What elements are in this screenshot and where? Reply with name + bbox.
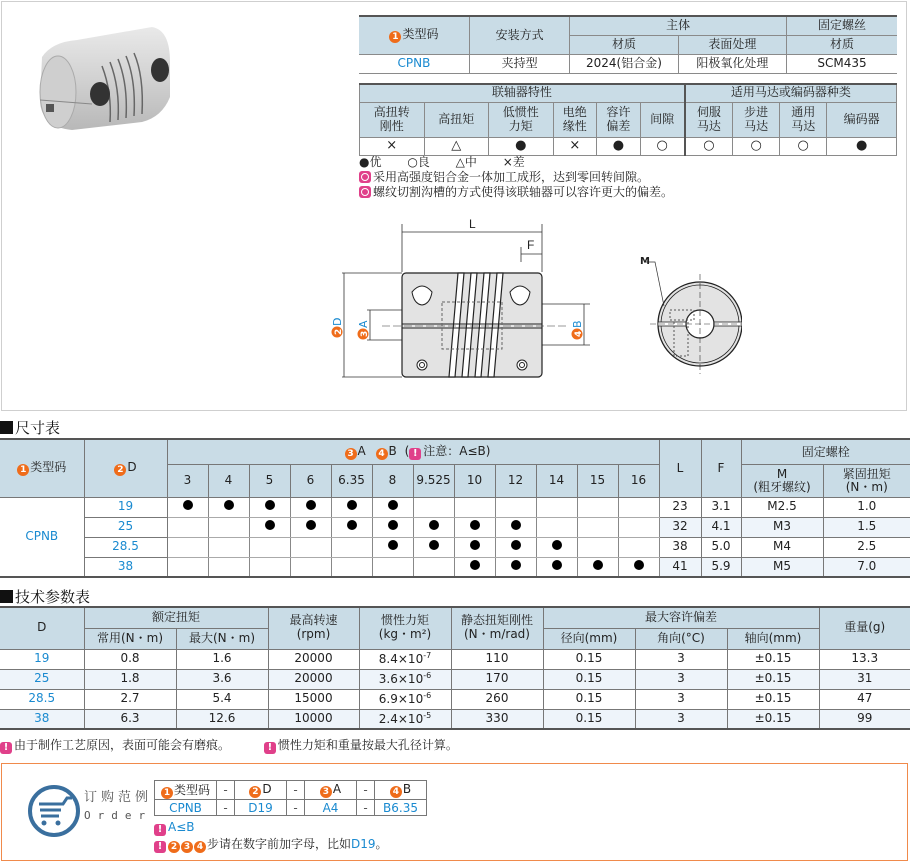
- weight-header: 重量(g): [819, 607, 910, 649]
- weight-value: 47: [819, 689, 910, 709]
- inertia-header: 惯性力矩 (kg・m²): [359, 607, 451, 649]
- bore-availability-cell: [249, 497, 290, 517]
- stiffness-value: 110: [451, 649, 543, 669]
- bore-size: 3: [167, 465, 208, 497]
- shopping-cart-icon: [27, 784, 81, 838]
- rating-cell: ○: [685, 137, 733, 155]
- axial-value: ±0.15: [727, 689, 819, 709]
- type-code-link[interactable]: CPNB: [0, 497, 84, 577]
- motor-types-header: 适用马达或编码器种类: [685, 84, 897, 102]
- axial-value: ±0.15: [727, 649, 819, 669]
- bore-availability-cell: [249, 537, 290, 557]
- order-header-b: 4 B: [375, 781, 427, 800]
- bore-availability-cell: [208, 497, 249, 517]
- l-value: 38: [659, 537, 701, 557]
- bore-availability-cell: [577, 497, 618, 517]
- radial-value: 0.15: [543, 689, 635, 709]
- angular-value: 3: [635, 669, 727, 689]
- warning-icon: !: [154, 824, 166, 836]
- available-dot-icon: [388, 500, 398, 510]
- motor-col-header: 伺服 马达: [685, 102, 733, 137]
- bore-availability-cell: [290, 537, 331, 557]
- available-dot-icon: [511, 560, 521, 570]
- svg-text:D: D: [331, 317, 344, 326]
- set-screw-header: 固定螺丝: [787, 16, 897, 35]
- table-row: [0, 709, 910, 729]
- normal-torque-value: 2.7: [84, 689, 176, 709]
- screw-material-value: SCM435: [787, 54, 897, 73]
- stiffness-value: 170: [451, 669, 543, 689]
- order-header-a: 3 A: [305, 781, 357, 800]
- bore-availability-cell: [331, 557, 372, 577]
- available-dot-icon: [388, 520, 398, 530]
- bore-availability-cell: [290, 557, 331, 577]
- d-value: 19: [0, 649, 84, 669]
- order-header-d: 2 D: [235, 781, 287, 800]
- bore-availability-cell: [249, 557, 290, 577]
- f-value: 5.9: [701, 557, 741, 577]
- table-row: [0, 689, 910, 709]
- f-value: 5.0: [701, 537, 741, 557]
- rating-cell: ●: [597, 137, 641, 155]
- coupling-features-header: 联轴器特性: [360, 84, 685, 102]
- torque-value: 2.5: [823, 537, 910, 557]
- d-value: 38: [0, 709, 84, 729]
- material-value: 2024(铝合金): [570, 54, 678, 73]
- bore-availability-cell: [495, 557, 536, 577]
- rating-cell: ×: [553, 137, 597, 155]
- torque-value: 1.0: [823, 497, 910, 517]
- angular-value: 3: [635, 649, 727, 669]
- bore-size: 15: [577, 465, 618, 497]
- rating-cell: △: [424, 137, 489, 155]
- screw-material-header: 材质: [787, 35, 897, 54]
- max-torque-value: 1.6: [176, 649, 268, 669]
- bore-size: 8: [372, 465, 413, 497]
- available-dot-icon: [183, 500, 193, 510]
- motor-col-header: 编码器: [827, 102, 897, 137]
- rated-torque-header: 额定扭矩: [84, 607, 268, 628]
- f-value: 4.1: [701, 517, 741, 537]
- dimension-rows: [0, 497, 910, 577]
- bore-availability-cell: [413, 537, 454, 557]
- feature-bullet-icon: [359, 186, 371, 198]
- m-value: M4: [741, 537, 823, 557]
- bore-size: 14: [536, 465, 577, 497]
- svg-text:M: M: [640, 256, 650, 267]
- feature-col-header: 电绝 缘性: [553, 102, 597, 137]
- available-dot-icon: [265, 520, 275, 530]
- d-value: 28.5: [84, 537, 167, 557]
- inertia-note: ! 惯性力矩和重量按最大孔径计算。: [264, 738, 458, 752]
- features-table: [359, 83, 897, 156]
- stiffness-value: 330: [451, 709, 543, 729]
- bore-availability-cell: [167, 517, 208, 537]
- tech-params-table: [0, 606, 910, 730]
- weight-value: 31: [819, 669, 910, 689]
- tech-notes: [0, 736, 488, 754]
- bore-availability-cell: [536, 537, 577, 557]
- bore-size: 5: [249, 465, 290, 497]
- warning-icon: !: [409, 448, 421, 460]
- order-value-d: D19: [235, 800, 287, 816]
- available-dot-icon: [470, 560, 480, 570]
- inertia-value: $3.6\times 10^{-6}$: [359, 669, 451, 689]
- d-value: 38: [84, 557, 167, 577]
- bore-size: 4: [208, 465, 249, 497]
- l-header: L: [659, 439, 701, 497]
- bore-availability-cell: [413, 557, 454, 577]
- torque-header: 紧固扭矩 (N・m): [823, 465, 910, 497]
- d-value: 25: [0, 669, 84, 689]
- angular-value: 3: [635, 709, 727, 729]
- bore-availability-cell: [331, 517, 372, 537]
- axial-value: ±0.15: [727, 709, 819, 729]
- normal-torque-value: 0.8: [84, 649, 176, 669]
- tech-table-title: 技术参数表: [0, 586, 90, 607]
- rating-legend: ●优 ○良 △中 ×差: [359, 155, 525, 169]
- dimension-table-title: 尺寸表: [0, 417, 60, 438]
- bore-size: 10: [454, 465, 495, 497]
- table-row: [0, 517, 910, 537]
- available-dot-icon: [347, 500, 357, 510]
- bore-size: 12: [495, 465, 536, 497]
- feature-col-header: 容许 偏差: [597, 102, 641, 137]
- max-speed-value: 20000: [268, 649, 359, 669]
- max-speed-value: 20000: [268, 669, 359, 689]
- available-dot-icon: [511, 520, 521, 530]
- bore-size-header: 3 A 4 B ( ! 注意：A≤B): [167, 439, 659, 465]
- order-note-ab: ! A≤B: [154, 819, 388, 836]
- rating-cell: ○: [733, 137, 780, 155]
- warning-icon: !: [264, 742, 276, 754]
- available-dot-icon: [470, 520, 480, 530]
- bore-availability-cell: [331, 537, 372, 557]
- bore-availability-cell: [495, 517, 536, 537]
- bore-availability-cell: [577, 537, 618, 557]
- normal-torque-value: 6.3: [84, 709, 176, 729]
- normal-torque-header: 常用(N・m): [84, 628, 176, 649]
- order-example-box: [1, 763, 908, 861]
- available-dot-icon: [265, 500, 275, 510]
- bore-availability-cell: [536, 517, 577, 537]
- radial-header: 径向(mm): [543, 628, 635, 649]
- order-label: 订购范例 Order: [84, 790, 153, 822]
- bore-availability-cell: [372, 557, 413, 577]
- bore-availability-cell: [413, 497, 454, 517]
- m-value: M3: [741, 517, 823, 537]
- max-torque-value: 3.6: [176, 669, 268, 689]
- available-dot-icon: [511, 540, 521, 550]
- svg-text:F: F: [527, 238, 535, 252]
- bore-availability-cell: [208, 517, 249, 537]
- order-code-table: 1 类型码 - 2 D - 3 A - 4 B CPNB - D19 - A4 - B6.35: [154, 780, 427, 816]
- svg-text:A: A: [357, 320, 370, 328]
- order-value-b: B6.35: [375, 800, 427, 816]
- bore-availability-cell: [249, 517, 290, 537]
- bore-availability-cell: [454, 497, 495, 517]
- svg-text:2: 2: [334, 328, 344, 335]
- bore-availability-cell: [290, 497, 331, 517]
- step-1-badge: 1: [389, 31, 401, 43]
- table-row: [0, 649, 910, 669]
- order-notes: [154, 819, 388, 853]
- mounting-value: 夹持型: [469, 54, 569, 73]
- bore-size: 16: [618, 465, 659, 497]
- table-row: [0, 537, 910, 557]
- bore-availability-cell: [618, 517, 659, 537]
- d-header: 2 D: [84, 439, 167, 497]
- axial-header: 轴向(mm): [727, 628, 819, 649]
- bore-size: 9.525: [413, 465, 454, 497]
- feature-col-header: 高扭矩: [424, 102, 489, 137]
- available-dot-icon: [388, 540, 398, 550]
- feature-col-header: 低惯性 力矩: [489, 102, 554, 137]
- bore-availability-cell: [372, 497, 413, 517]
- bore-size: 6.35: [331, 465, 372, 497]
- body-header: 主体: [570, 16, 787, 35]
- max-torque-value: 12.6: [176, 709, 268, 729]
- f-header: F: [701, 439, 741, 497]
- svg-text:3: 3: [360, 330, 370, 337]
- available-dot-icon: [429, 540, 439, 550]
- feature-note: 螺纹切割沟槽的方式使得该联轴器可以容许更大的偏差。: [359, 185, 673, 200]
- available-dot-icon: [593, 560, 603, 570]
- d-value: 25: [84, 517, 167, 537]
- bore-availability-cell: [167, 537, 208, 557]
- motor-col-header: 步进 马达: [733, 102, 780, 137]
- bore-availability-cell: [577, 517, 618, 537]
- surface-value: 阳极氧化处理: [678, 54, 786, 73]
- legend: [359, 155, 673, 200]
- radial-value: 0.15: [543, 709, 635, 729]
- bore-availability-cell: [208, 537, 249, 557]
- rating-cell: ●: [827, 137, 897, 155]
- bore-availability-cell: [290, 517, 331, 537]
- available-dot-icon: [306, 500, 316, 510]
- table-row: [0, 557, 910, 577]
- angular-value: 3: [635, 689, 727, 709]
- rating-cell: ●: [489, 137, 554, 155]
- bore-availability-cell: [167, 557, 208, 577]
- max-speed-value: 10000: [268, 709, 359, 729]
- available-dot-icon: [552, 540, 562, 550]
- order-header-type: 1 类型码: [155, 781, 217, 800]
- coupling-photo: [32, 22, 172, 132]
- inertia-value: $8.4\times 10^{-7}$: [359, 649, 451, 669]
- bore-availability-cell: [495, 537, 536, 557]
- radial-value: 0.15: [543, 669, 635, 689]
- feature-col-header: 高扭转 刚性: [360, 102, 425, 137]
- max-speed-header: 最高转速 (rpm): [268, 607, 359, 649]
- bore-availability-cell: [331, 497, 372, 517]
- table-row: [0, 669, 910, 689]
- bore-availability-cell: [372, 537, 413, 557]
- motor-col-header: 通用 马达: [780, 102, 827, 137]
- inertia-value: $6.9\times 10^{-6}$: [359, 689, 451, 709]
- svg-text:4: 4: [574, 330, 584, 337]
- f-value: 3.1: [701, 497, 741, 517]
- available-dot-icon: [552, 560, 562, 570]
- table-row: [0, 497, 910, 517]
- type-code-header: 1 类型码: [359, 16, 469, 54]
- available-dot-icon: [634, 560, 644, 570]
- d-header: D: [0, 607, 84, 649]
- max-torque-header: 最大(N・m): [176, 628, 268, 649]
- rating-cell: ○: [780, 137, 827, 155]
- radial-value: 0.15: [543, 649, 635, 669]
- m-value: M2.5: [741, 497, 823, 517]
- order-value-type: CPNB: [155, 800, 217, 816]
- d-value: 28.5: [0, 689, 84, 709]
- available-dot-icon: [347, 520, 357, 530]
- stiffness-value: 260: [451, 689, 543, 709]
- bore-availability-cell: [413, 517, 454, 537]
- weight-value: 99: [819, 709, 910, 729]
- order-note-prefix: ! 2 3 4 步请在数字前加字母，比如D19。: [154, 836, 388, 853]
- feature-bullet-icon: [359, 171, 371, 183]
- bore-availability-cell: [577, 557, 618, 577]
- max-torque-value: 5.4: [176, 689, 268, 709]
- normal-torque-value: 1.8: [84, 669, 176, 689]
- bore-availability-cell: [454, 557, 495, 577]
- mounting-header: 安装方式: [469, 16, 569, 54]
- surface-note: ! 由于制作工艺原因，表面可能会有磨痕。: [0, 738, 230, 752]
- bolt-header: 固定螺栓: [741, 439, 910, 465]
- tech-rows: [0, 649, 910, 729]
- l-value: 32: [659, 517, 701, 537]
- bore-availability-cell: [618, 537, 659, 557]
- svg-text:B: B: [571, 320, 584, 328]
- dimension-drawing: [322, 212, 742, 402]
- warning-icon: !: [0, 742, 12, 754]
- bore-size: 6: [290, 465, 331, 497]
- l-value: 23: [659, 497, 701, 517]
- rating-cell: ○: [640, 137, 684, 155]
- bore-availability-cell: [372, 517, 413, 537]
- dimension-table: [0, 438, 910, 578]
- surface-header: 表面处理: [678, 35, 786, 54]
- bore-availability-cell: [454, 537, 495, 557]
- bore-availability-cell: [495, 497, 536, 517]
- order-value-a: A4: [305, 800, 357, 816]
- bore-availability-cell: [208, 557, 249, 577]
- feature-col-header: 间隙: [640, 102, 684, 137]
- d-value: 19: [84, 497, 167, 517]
- bore-availability-cell: [618, 497, 659, 517]
- spec-table: [359, 15, 897, 74]
- product-overview-panel: [1, 1, 907, 411]
- torque-value: 1.5: [823, 517, 910, 537]
- bore-availability-cell: [167, 497, 208, 517]
- bore-availability-cell: [536, 557, 577, 577]
- inertia-value: $2.4\times 10^{-5}$: [359, 709, 451, 729]
- type-code-link[interactable]: CPNB: [359, 54, 469, 73]
- m-header: M (粗牙螺纹): [741, 465, 823, 497]
- available-dot-icon: [470, 540, 480, 550]
- bore-availability-cell: [536, 497, 577, 517]
- bore-availability-cell: [454, 517, 495, 537]
- l-value: 41: [659, 557, 701, 577]
- available-dot-icon: [429, 520, 439, 530]
- type-code-header: 1 类型码: [0, 439, 84, 497]
- available-dot-icon: [224, 500, 234, 510]
- svg-text:L: L: [469, 217, 476, 231]
- weight-value: 13.3: [819, 649, 910, 669]
- bore-availability-cell: [618, 557, 659, 577]
- feature-note: 采用高强度铝合金一体加工成形，达到零回转间隙。: [359, 170, 673, 185]
- stiffness-header: 静态扭矩刚性 (N・m/rad): [451, 607, 543, 649]
- max-speed-value: 15000: [268, 689, 359, 709]
- available-dot-icon: [306, 520, 316, 530]
- m-value: M5: [741, 557, 823, 577]
- angular-header: 角向(°C): [635, 628, 727, 649]
- misalignment-header: 最大容许偏差: [543, 607, 819, 628]
- axial-value: ±0.15: [727, 669, 819, 689]
- torque-value: 7.0: [823, 557, 910, 577]
- material-header: 材质: [570, 35, 678, 54]
- rating-cell: ×: [360, 137, 425, 155]
- warning-icon: !: [154, 841, 166, 853]
